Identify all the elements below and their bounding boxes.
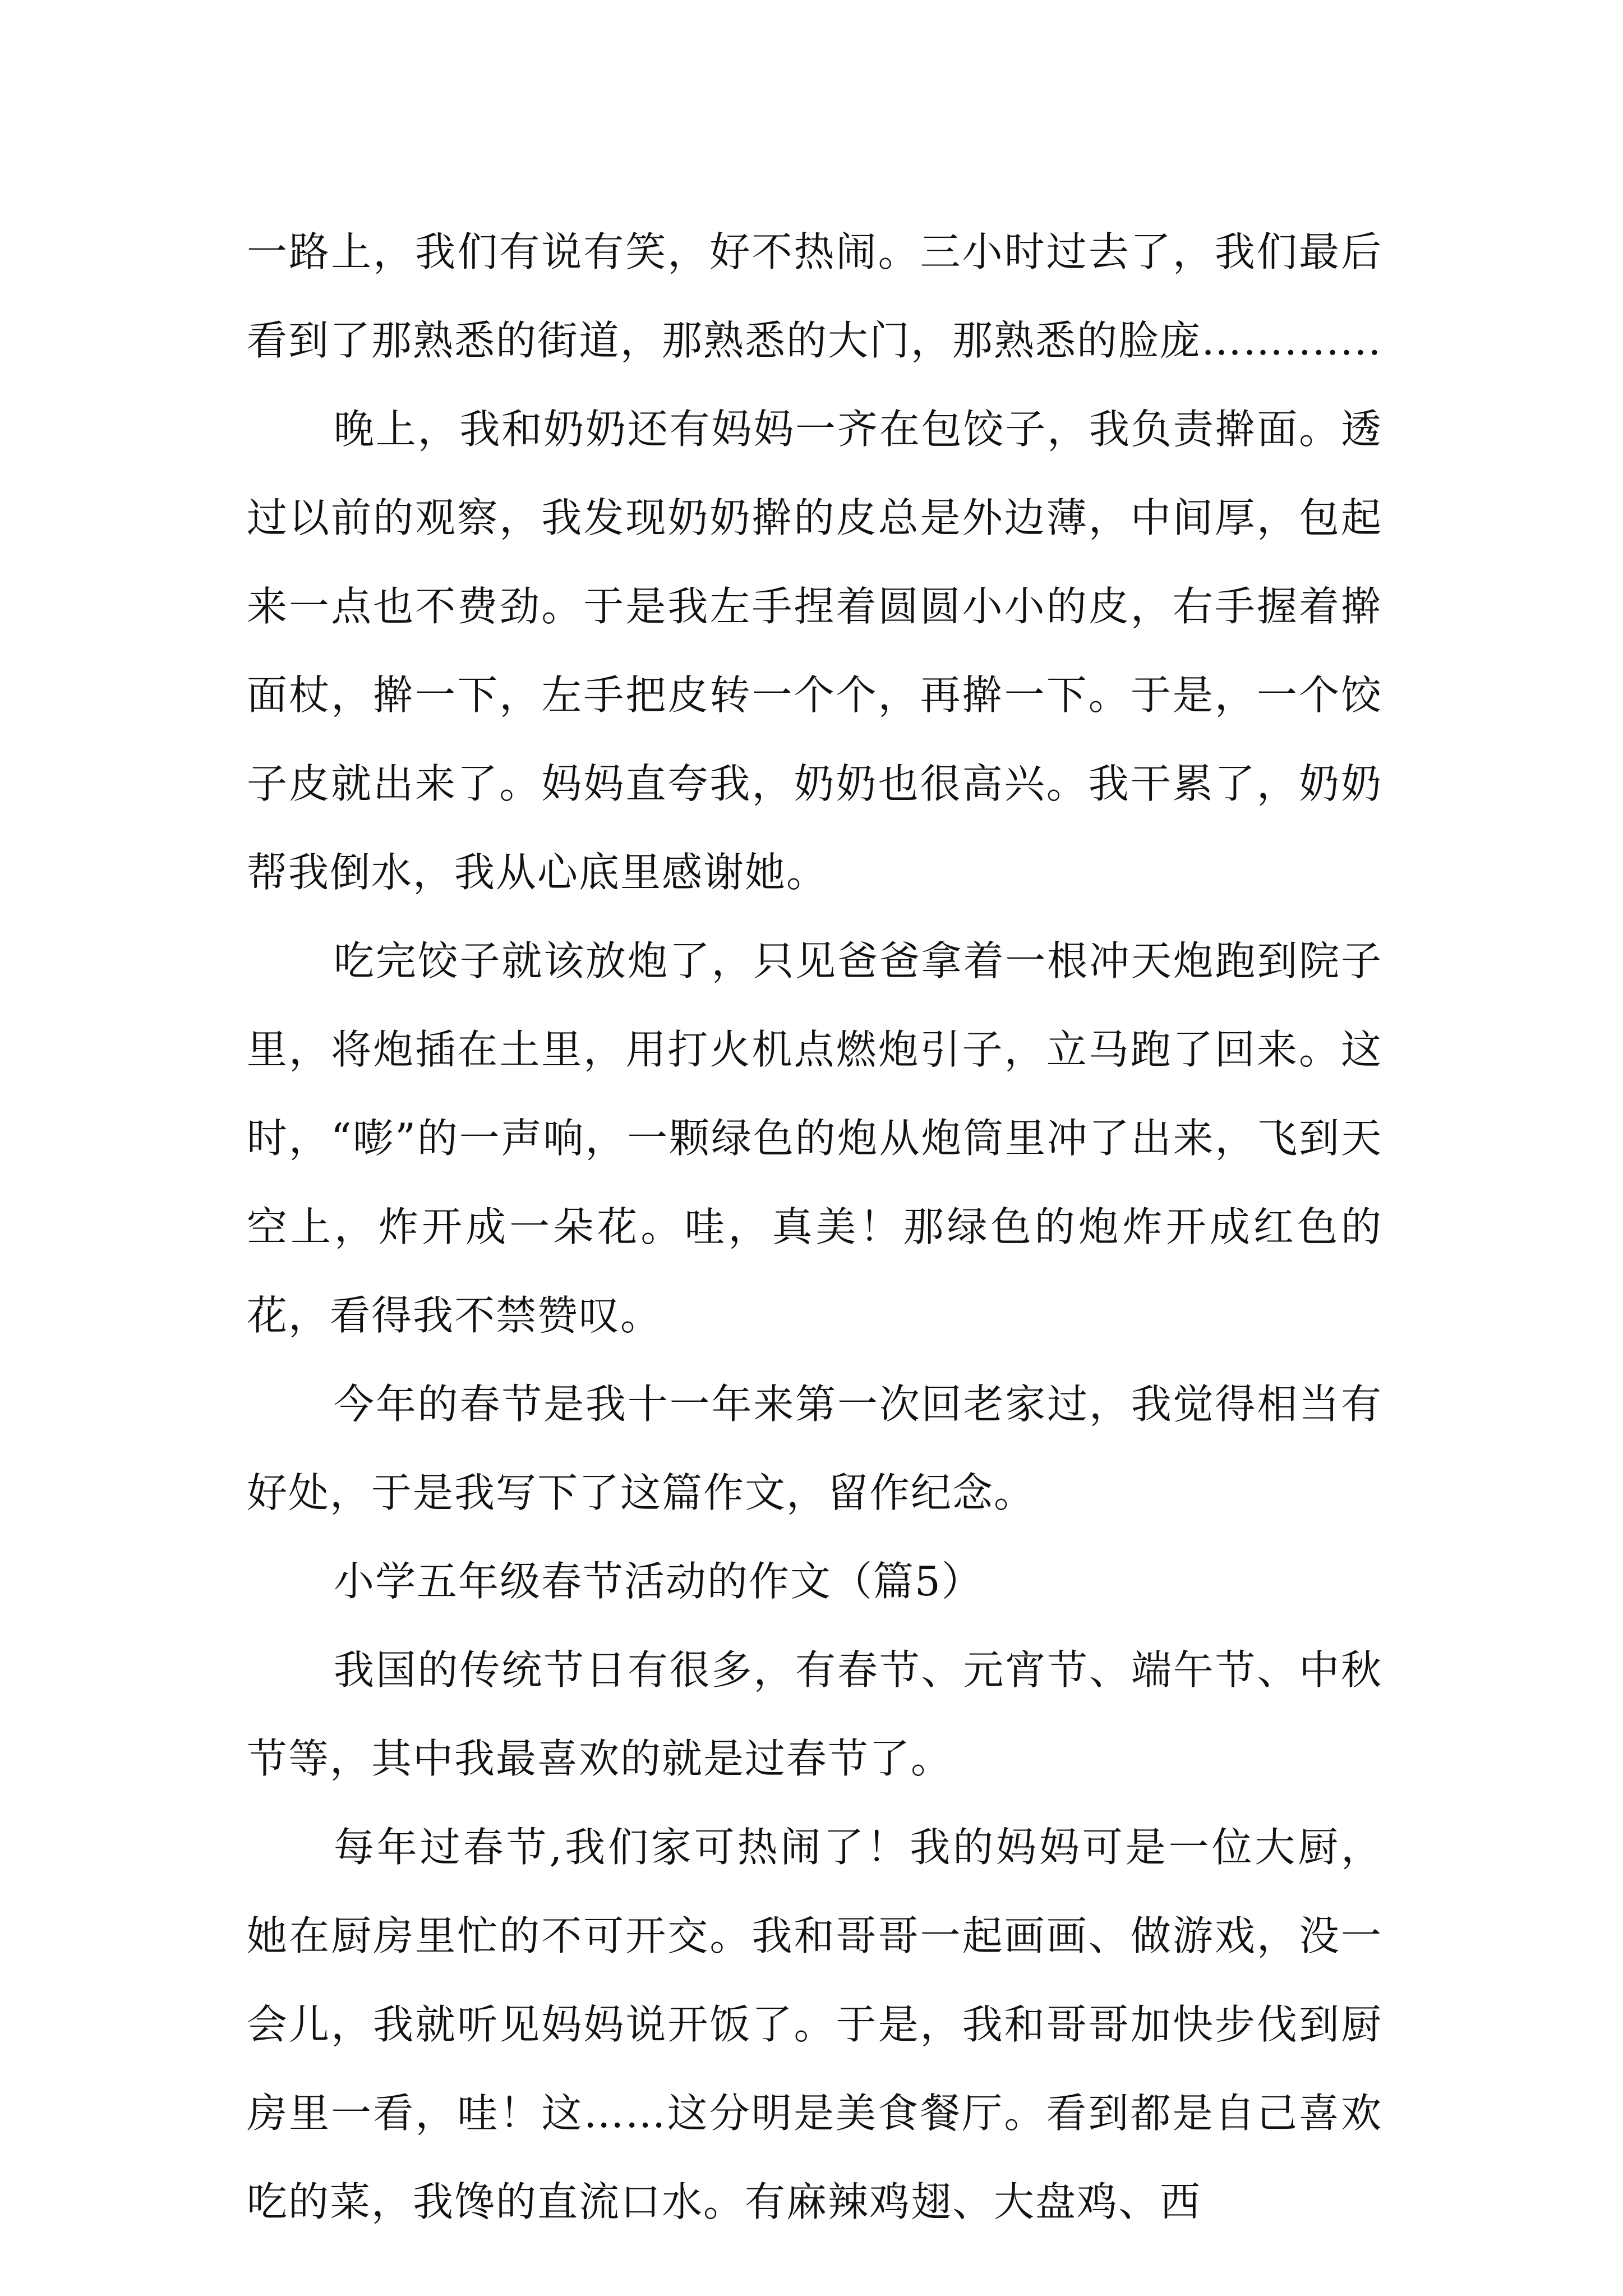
paragraph-making-dumplings: 晚上，我和奶奶还有妈妈一齐在包饺子，我负责擀面。透过以前的观察，我发现奶奶擀的皮总是外边薄，中间厚，包起来一点也不费劲。于是我左手捏着圆圆小小的皮，右手握着擀面杖，擀一下，左手把皮转一个个，再擀一下。于是，一个饺子皮就出来了。妈妈直夸我，奶奶也很高兴。我干累了，奶奶帮我倒水，我从心底里感谢她。 — [247, 406, 1382, 896]
essay-title-5: 小学五年级春节活动的作文（篇5） — [334, 1558, 983, 1605]
paragraph-fireworks: 吃完饺子就该放炮了，只见爸爸拿着一根冲天炮跑到院子里，将炮插在土里，用打火机点燃炮引子，立马跑了回来。这时，“嘭”的一声响，一颗绿色的炮从炮筒里冲了出来，飞到天空上，炸开成一朵花。哇，真美！那绿色的炮炸开成红色的花，看得我不禁赞叹。 — [247, 937, 1382, 1339]
paragraph-journey-home: 一路上，我们有说有笑，好不热闹。三小时过去了，我们最后看到了那熟悉的街道，那熟悉的大门，那熟悉的脸庞……....... — [247, 228, 1382, 364]
paragraph-spring-festival-feast: 每年过春节,我们家可热闹了！我的妈妈可是一位大厨，她在厨房里忙的不可开交。我和哥哥一起画画、做游戏，没一会儿，我就听见妈妈说开饭了。于是，我和哥哥加快步伐到厨房里一看，哇！这……这分明是美食餐厅。看到都是自己喜欢吃的菜，我馋的直流口水。有麻辣鸡翅、大盘鸡、西 — [247, 1824, 1382, 2225]
document-body — [247, 208, 1382, 2246]
paragraph-traditional-festivals: 我国的传统节日有很多，有春节、元宵节、端午节、中秋节等，其中我最喜欢的就是过春节了。 — [247, 1646, 1382, 1782]
paragraph-conclusion: 今年的春节是我十一年来第一次回老家过，我觉得相当有好处，于是我写下了这篇作文，留作纪念。 — [247, 1381, 1382, 1516]
